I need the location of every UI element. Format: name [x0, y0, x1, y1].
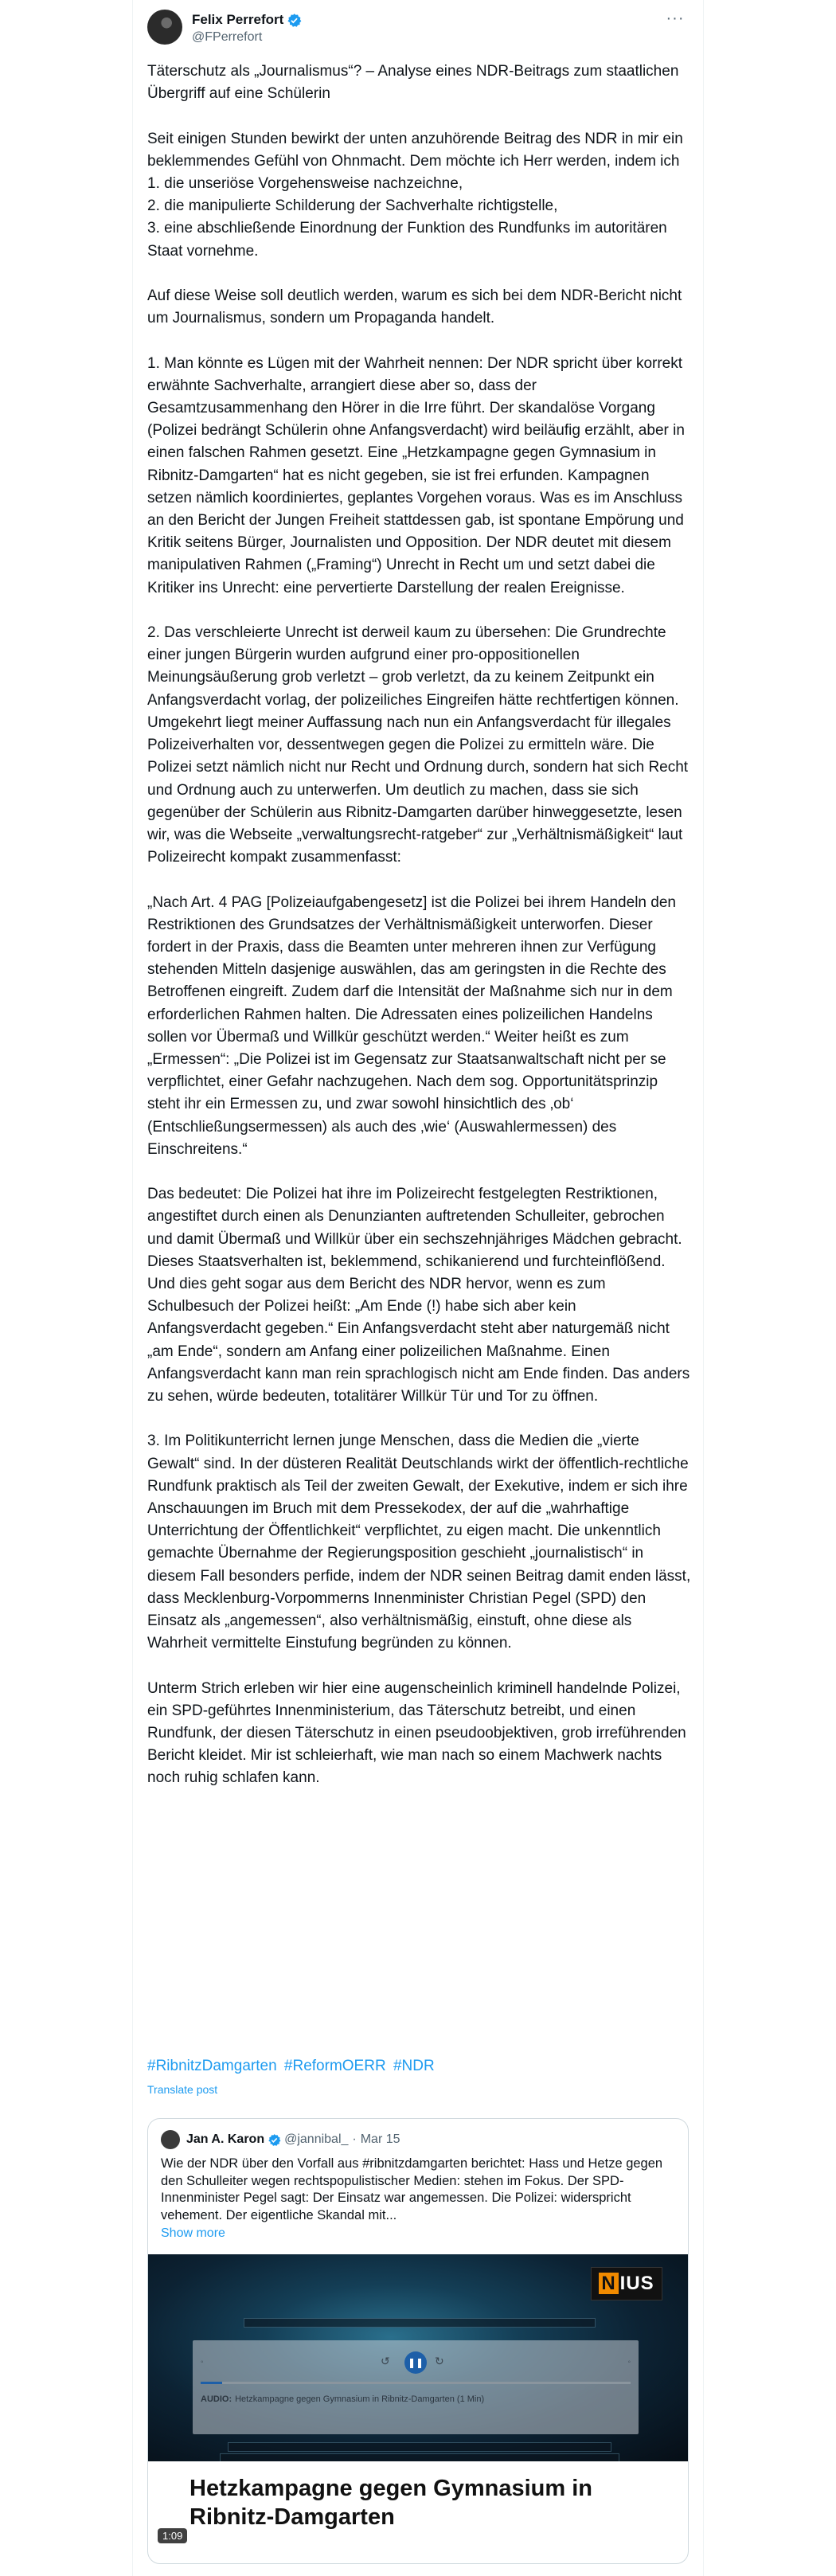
post-header [147, 10, 689, 49]
quoted-post-header [161, 2130, 400, 2149]
post-text: Täterschutz als „Journalismus“? – Analyse eines NDR-Beitrags zum staatlichen Übergriff auf eine Schülerin Seit einigen Stunden bewirkt der unten anzuhörende Beitrag des NDR in mir ein beklemmendes Gefühl von Ohnmacht. Dem möchte ich Herr werden, indem ich 1. die unseriöse Vorgehensweise nachzeichne, 2. die manipulierte Schilderung der Sachverhalte richtigstelle, 3. eine abschließende Einordnung der Funktion des Rundfunks im autoritären Staat vornehme. Auf diese Weise soll deutlich werden, warum es sich bei dem NDR-Bericht nicht um Journalismus, sondern um Propaganda handelt. 1. Man könnte es Lügen mit der Wahrheit nennen: Der NDR spricht über korrekt erwähnte Sachverhalte, arrangiert diese aber so, dass der Gesamtzusammenhang den Hörer in die Irre führt. Der skandalöse Vorgang (Polizei bedrängt Schülerin ohne Anfangsverdacht) wird beiläufig erzählt, aber in einen falschen Rahmen gesetzt. Eine „Hetzkampagne gegen Gymnasium in Ribnitz-Damgarten“ hat es nicht gegeben, sie ist frei erfunden. Kampagnen setzen nämlich koordiniertes, geplantes Vorgehen voraus. Was es im Anschluss an den Bericht der Jungen Freiheit stattdessen gab, ist spontane Empörung und Kritik seitens Bürger, Journalisten und Opposition. Der NDR deutet mit diesem manipulativen Rahmen („Framing“) Unrecht in Recht um und setzt dabei die Kritiker ins Unrecht: eine pervertierte Darstellung der realen Ereignisse. 2. Das verschleierte Unrecht ist derweil kaum zu übersehen: Die Grundrechte einer jungen Bürgerin wurden aufgrund einer pro-oppositionellen Meinungsäußerung grob verletzt – grob verletzt, da zu keinem Zeitpunkt ein Anfangsverdacht vorlag, der polizeiliches Eingreifen hätte rechtfertigen können. Umgekehrt liegt meiner Auffassung nach nun ein Anfangsverdacht für illegales Polizeiverhalten vor, dessentwegen gegen die Polizei zu ermitteln wäre. Die Polizei setzt nämlich nicht nur Recht und Ordnung durch, sondern hat sich Recht und Ordnung auch zu unterwerfen. Um deutlich zu machen, dass sie sich gegenüber der Schülerin aus Ribnitz-Damgarten darüber hinweggesetzte, lesen wir, was die Webseite „verwaltungsrecht-ratgeber“ zur „Verhältnismäßigkeit“ laut Polizeirecht kompakt zusammenfasst: „Nach Art. 4 PAG [Polizeiaufgabengesetz] ist die Polizei bei ihrem Handeln den Restriktionen des Grundsatzes der Verhältnismäßigkeit unterworfen. Dieser fordert in der Praxis, dass die Beamten unter mehreren ihnen zur Verfügung stehenden Mitteln dasjenige auswählen, das am geringsten in die Rechte des Betroffenen eingreift. Zudem darf die Intensität der Maßnahme sich nur in dem erforderlichen Rahmen halten. Die Adressaten eines polizeilichen Handelns sollen vor Übermaß und Willkür geschützt werden.“ Weiter heißt es zum „Ermessen“: „Die Polizei ist im Gegensatz zur Staatsanwaltschaft nicht per se verpflichtet, einer Gefahr nachzugehen. Nach dem sog. Opportunitätsprinzip steht ihr ein Ermessen zu, und zwar sowohl hinsichtlich des ‚ob‘ (Entschließungsermessen) als auch des ‚wie‘ (Auswahlermessen) des Einschreitens.“ Das bedeutet: Die Polizei hat ihre im Polizeirecht festgelegten Restriktionen, angestiftet durch einen als Denunzianten auftretenden Schulleiter, gebrochen und damit Übermaß und Willkür über ein sechszehnjähriges Mädchen gebracht. Dieses Staatsverhalten ist, beklemmend, schikanierend und furchteinflößend. Und dies geht sogar aus dem Bericht des NDR hervor, wenn es zum Schulbesuch der Polizei heißt: „Am Ende (!) habe sich aber kein Anfangsverdacht gegeben.“ Ein Anfangsverdacht steht aber naturgemäß nicht „am Ende“, sondern am Anfang einer polizeilichen Maßnahme. Einen Anfangsverdacht kann man rein sprachlogisch nicht am Ende finden. Das anders zu sehen, würde bedeuten, totalitärer Willkür Tür und Tor zu öffnen. 3. Im Politikunterricht lernen junge Menschen, dass die Medien die „vierte Gewalt“ sind. In der düsteren Realität Deutschlands wirkt der öffentlich-rechtliche Rundfunk praktisch als Teil der zweiten Gewalt, der Exekutive, indem er sich ihre Anschauungen im Bruch mit dem Pressekodex, der auf die „wahrhaftige Unterrichtung der Öffentlichkeit“ verpflichtet, zu eigen macht. Die unkenntlich gemachte Übernahme der Regierungsposition geschieht „journalistisch“ in diesem Fall besonders perfide, indem der NDR seinen Beitrag damit enden lässt, dass Mecklenburg-Vorpommerns Innenminister Christian Pegel (SPD) den Einsatz als „angemessen“, also verhältnismäßig, einstuft, ohne diese als Wahrheit vermittelte Einstufung begründen zu können. Unterm Strich erleben wir hier eine augenscheinlich kriminell handelnde Polizei, ein SPD-geführtes Innenministerium, das Täterschutz betreibt, und einen Rundfunk, der diesen Täterschutz in einen pseudoobjektiven, grob irreführenden Bericht kleidet. Mir ist schleierhaft, wie man nach so einem Machwerk nachts noch ruhig schlafen kann. [147, 63, 691, 1787]
media-headline: Hetzkampagne gegen Gymnasium in Ribnitz-Damgarten [189, 2476, 593, 2530]
quoted-post-text: Wie der NDR über den Vorfall aus #ribnitzdamgarten berichtet: Hass und Hetze gegen den Schulleiter wegen rechtspopulistischer Medien: stehen im Fokus. Der SPD-Innenminister Pegel sagt: Der Einsatz war angemessen. Die Polizei: widerspricht vehement. Der eigentliche Skandal mit... [161, 2156, 666, 2222]
video-duration-badge: 1:09 [158, 2528, 187, 2543]
hashtag-list [147, 2058, 438, 2075]
translate-post-link[interactable]: Translate post [147, 2083, 218, 2096]
avatar[interactable] [147, 10, 182, 45]
quoted-author-name[interactable]: Jan A. Karon [186, 2132, 265, 2146]
hashtag-link[interactable]: #RibnitzDamgarten [147, 2058, 277, 2074]
skip-forward-icon[interactable]: ↻ [435, 2355, 444, 2367]
more-options-icon[interactable]: ··· [666, 10, 685, 27]
keyboard-decoration [244, 2318, 596, 2328]
hashtag-link[interactable]: #ReformOERR [283, 2058, 386, 2074]
author-handle[interactable]: @FPerrefort [192, 30, 263, 44]
show-more-link[interactable]: Show more [161, 2226, 225, 2240]
skip-back-icon[interactable]: ↺ [381, 2355, 390, 2367]
play-pause-button[interactable]: ❚❚ [404, 2351, 427, 2374]
keyboard-decoration [228, 2442, 611, 2452]
quoted-avatar[interactable] [161, 2130, 180, 2149]
quoted-post-date[interactable]: Mar 15 [360, 2132, 400, 2146]
time-elapsed-icon: ◦ [201, 2358, 204, 2367]
post-card [132, 0, 704, 2576]
quoted-media[interactable] [148, 2254, 688, 2461]
progress-bar[interactable] [201, 2382, 631, 2384]
audio-player[interactable] [193, 2340, 639, 2434]
quoted-post[interactable] [147, 2118, 689, 2564]
author-name-row [192, 12, 302, 28]
verified-badge-icon [268, 2133, 281, 2147]
separator-dot: · [352, 2132, 357, 2146]
verified-badge-icon [287, 13, 302, 28]
hashtag-link[interactable]: #NDR [393, 2058, 435, 2074]
progress-fill [201, 2382, 222, 2384]
player-label: AUDIO: Hetzkampagne gegen Gymnasium in Ribnitz-Damgarten (1 Min) [201, 2394, 485, 2404]
keyboard-decoration [220, 2453, 619, 2461]
time-remaining-icon: ◦ [627, 2358, 631, 2367]
quoted-author-handle[interactable]: @jannibal_ [284, 2132, 349, 2146]
author-name[interactable]: Felix Perrefort [192, 12, 284, 27]
nius-logo: N IUS [591, 2267, 662, 2300]
